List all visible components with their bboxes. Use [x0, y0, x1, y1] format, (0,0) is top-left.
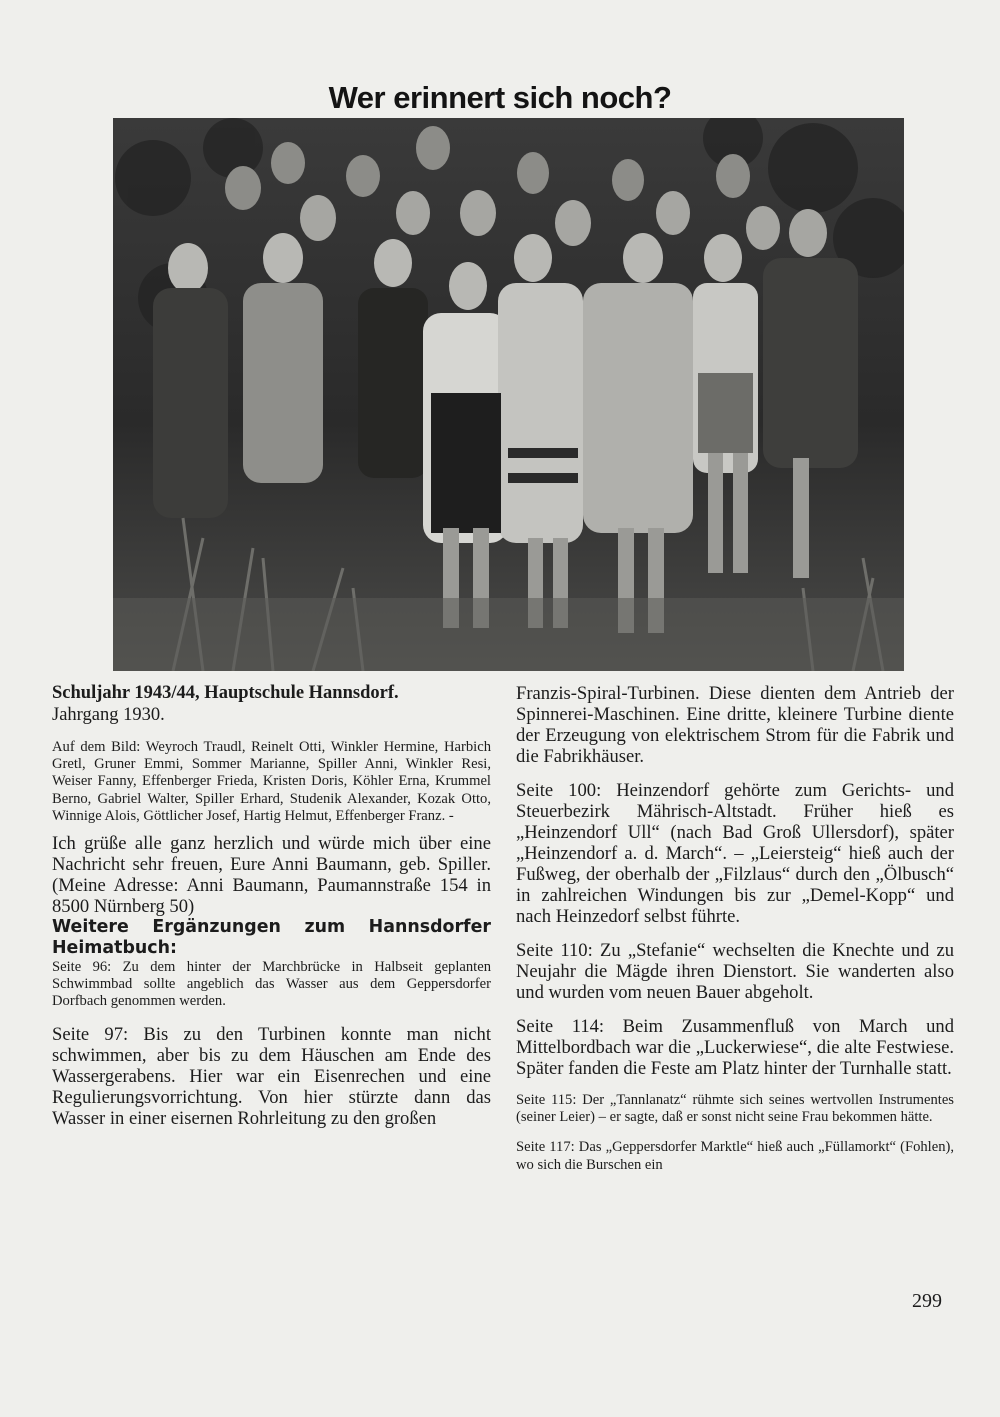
- seite-96-paragraph: Seite 96: Zu dem hinter der Marchbrücke in Halbseit geplanten Schwimmbad sollte angeblich das Wasser aus dem Geppersdorfer Dorfbach genommen werden.: [52, 959, 491, 1010]
- seite-110-paragraph: Seite 110: Zu „Stefanie“ wechselten die Knechte und zu Neujahr die Mägde ihren Dienstort. Sie wanderten also und wurden vom neuen Bauer abgeholt.: [516, 940, 954, 1003]
- group-photo: [113, 118, 904, 671]
- right-column: [516, 683, 954, 1174]
- seite-100-paragraph: Seite 100: Heinzendorf gehörte zum Gerichts- und Steuerbezirk Mährisch-Altstadt. Früher hieß es „Heinzendorf Ull“ (nach Bad Groß Ullersdorf), später „Heinzendorf a. d. March“. – „Leiersteig“ hieß auch der Fußweg, der oberhalb der „Filzlaus“ durch den „Ölbusch“ in zahlreichen Windungen bis zur „Demel-Kopp“ und nach Heinzedorf selbst führte.: [516, 780, 954, 927]
- left-column: [52, 683, 491, 1129]
- page-number: 299: [912, 1290, 942, 1312]
- names-list: Auf dem Bild: Weyroch Traudl, Reinelt Otti, Winkler Hermine, Harbich Gretl, Gruner Emmi, Sommer Marianne, Spiller Anni, Winkler Resi, Weiser Fanny, Effenberger Frieda, Kristen Doris, Köhler Erna, Krummel Berno, Gabriel Walter, Spiller Erhard, Studenik Alexander, Kozak Otto, Winnige Alois, Göttlicher Josef, Hartig Helmut, Effenberger Franz. -: [52, 739, 491, 824]
- page-title: Wer erinnert sich noch?: [328, 80, 672, 115]
- seite-114-paragraph: Seite 114: Beim Zusammenfluß von March und Mittelbordbach war die „Luckerwiese“, die alte Festwiese. Später fanden die Feste am Platz hinter der Turnhalle statt.: [516, 1016, 954, 1079]
- section-title: Weitere Ergänzungen zum Hannsdorfer Heimatbuch:: [52, 917, 491, 959]
- caption-year: Jahrgang 1930.: [52, 705, 165, 725]
- turbine-continuation: Franzis-Spiral-Turbinen. Diese dienten dem Antrieb der Spinnerei-Maschinen. Eine dritte, kleinere Turbine diente der Erzeugung von elektrischem Strom für die Fabrik und die Fabrikhäuser.: [516, 683, 954, 767]
- seite-117-paragraph: Seite 117: Das „Geppersdorfer Marktle“ hieß auch „Füllamorkt“ (Fohlen), wo sich die Burschen ein: [516, 1139, 954, 1173]
- seite-97-paragraph: Seite 97: Bis zu den Turbinen konnte man nicht schwimmen, aber bis zu dem Häuschen am Ende des Wassergerabens. Hier war ein Eisenrechen und eine Regulierungsvorrichtung. Von hier stürzte dann das Wasser in einer eisernen Rohrleitung zu den großen: [52, 1023, 491, 1129]
- seite-115-paragraph: Seite 115: Der „Tannlanatz“ rühmte sich seines wertvollen Instrumentes (seiner Leier) – er sagte, daß er sonst nicht seine Frau bekommen hätte.: [516, 1092, 954, 1126]
- group-photo-image: [113, 118, 904, 671]
- caption-title: Schuljahr 1943/44, Hauptschule Hannsdorf.: [52, 683, 399, 703]
- greeting-paragraph: Ich grüße alle ganz herzlich und würde mich über eine Nachricht sehr freuen, Eure Anni Baumann, geb. Spiller. (Meine Adresse: Anni Baumann, Paumannstraße 154 in 8500 Nürnberg 50): [52, 833, 491, 918]
